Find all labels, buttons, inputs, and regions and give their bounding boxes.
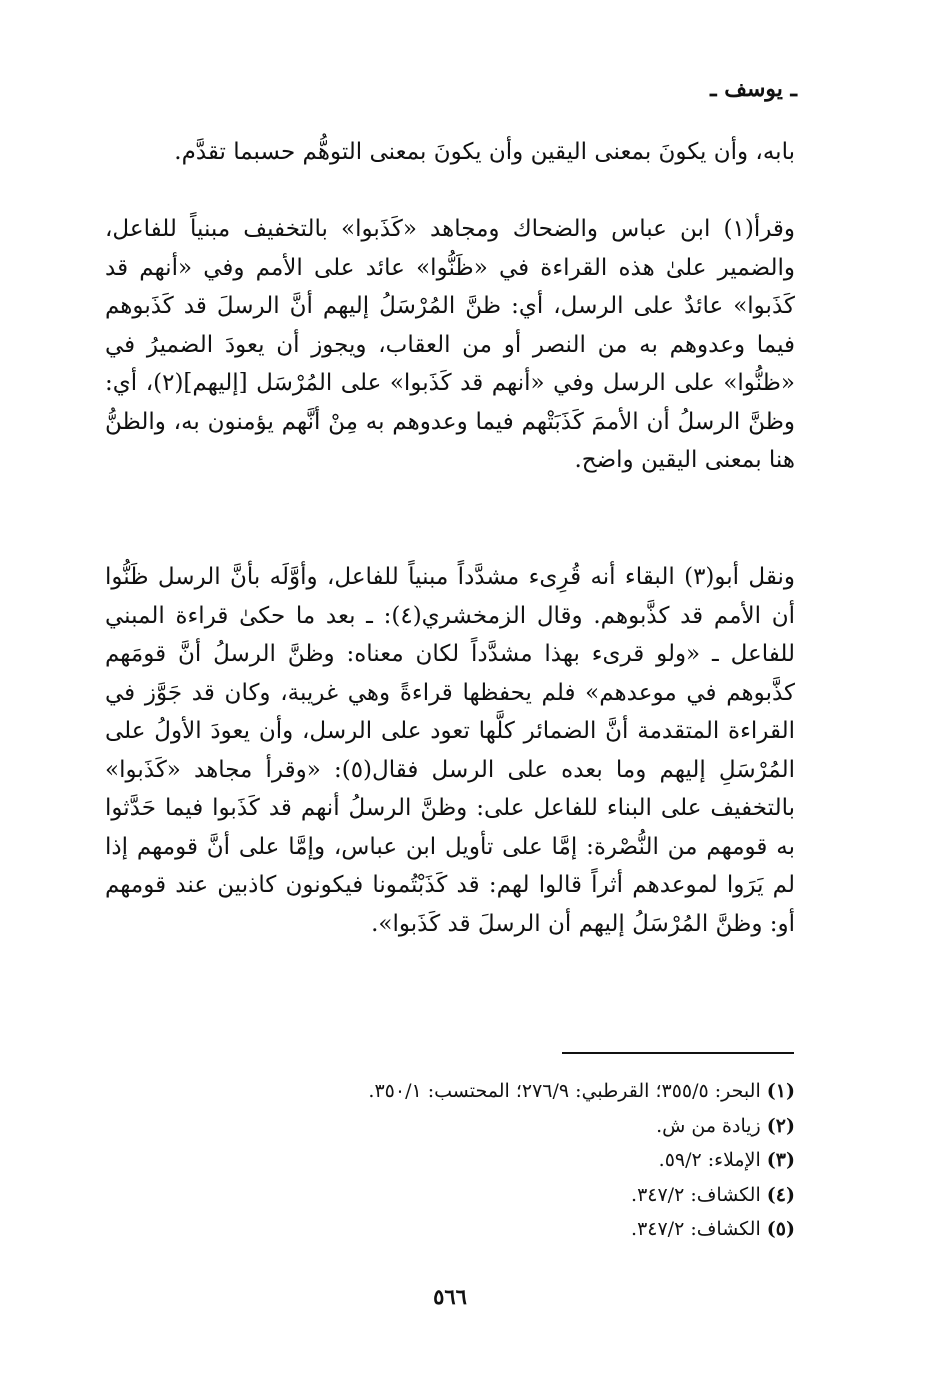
footnote-item <box>135 1178 795 1213</box>
paragraph-2: وقرأ(١) ابن عباس والضحاك ومجاهد «كَذَبوا» بالتخفيف مبنياً للفاعل، والضمير علىٰ هذه القراءة في «ظَنُّوا» عائد على الأمم وفي «أنهم قد كَذَبوا» عائدٌ على الرسل، أي: ظنَّ المُرْسَلُ إليهم أنَّ الرسلَ قد كَذَبوهم فيما وعدوهم به من النصر أو من العقاب، ويجوز أن يعودَ الضميرُ في «ظنُّوا» على الرسل وفي «أنهم قد كَذَبوا» على المُرْسَل [إليهم](٢)، أي: وظنَّ الرسلُ أن الأممَ كَذَبَتْهم فيما وعدوهم به مِنْ أنَّهم يؤمنون به، والظنُّ هنا بمعنى اليقين واضح. <box>105 216 795 473</box>
paragraph-1: بابه، وأن يكونَ بمعنى اليقين وأن يكونَ بمعنى التوهُّم حسبما تقدَّم. <box>174 139 795 165</box>
footnote-separator <box>562 1052 794 1054</box>
footnote-number: (٣) <box>766 1149 795 1171</box>
footnote-text: البحر: ٣٥٥/٥؛ القرطبي: ٢٧٦/٩؛ المحتسب: ٣٥٠/١. <box>368 1080 761 1102</box>
footnote-number: (٥) <box>766 1218 795 1240</box>
footnote-item <box>135 1074 795 1109</box>
footnote-text: الإملاء: ٥٩/٢. <box>658 1149 761 1171</box>
page-number: ٥٦٦ <box>433 1284 467 1309</box>
paragraph-3: ونقل أبو(٣) البقاء أنه قُرِىء مشدَّداً مبنياً للفاعل، وأوَّلَه بأنَّ الرسل ظَنُّوا أن الأمم قد كذَّبوهم. وقال الزمخشري(٤): ـ بعد ما حكىٰ قراءة المبني للفاعل ـ «ولو قرىء بهذا مشدَّداً لكان معناه: وظنَّ الرسلُ أنَّ قومَهم كذَّبوهم في موعدهم» فلم يحفظها قراءةً وهي غريبة، وكان قد جَوَّز في القراءة المتقدمة أنَّ الضمائر كلَّها تعود على الرسل، وأن يعودَ الأولُ على المُرْسَلِ إليهم وما بعده على الرسل فقال(٥): «وقرأ مجاهد «كَذَبوا» بالتخفيف على البناء للفاعل على: وظنَّ الرسلُ أنهم قد كَذَبوا فيما حَدَّثوا به قومهم من النُّصْرة: إمَّا على تأويل ابن عباس، وإمَّا على أنَّ قومهم إذا لم يَرَوا لموعدهم أثراً قالوا لهم: قد كَذَبْتُمونا فيكونون كاذبين عند قومهم أو: وظنَّ المُرْسَلُ إليهم أن الرسلَ قد كَذَبوا». <box>105 564 796 937</box>
footnote-item <box>135 1143 795 1178</box>
footnote-text: الكشاف: ٣٤٧/٢. <box>631 1218 761 1240</box>
footnote-item <box>135 1109 795 1144</box>
footnote-number: (٤) <box>766 1183 795 1206</box>
footnote-text: زيادة من ش. <box>656 1114 761 1137</box>
footnote-text: الكشاف: ٣٤٧/٢. <box>631 1183 761 1206</box>
footnote-item <box>135 1212 795 1247</box>
footnote-number: (٢) <box>766 1114 795 1137</box>
running-header: ـ يوسف ـ <box>710 76 797 102</box>
footnotes-list <box>135 1074 795 1247</box>
footnote-number: (١) <box>766 1080 795 1102</box>
